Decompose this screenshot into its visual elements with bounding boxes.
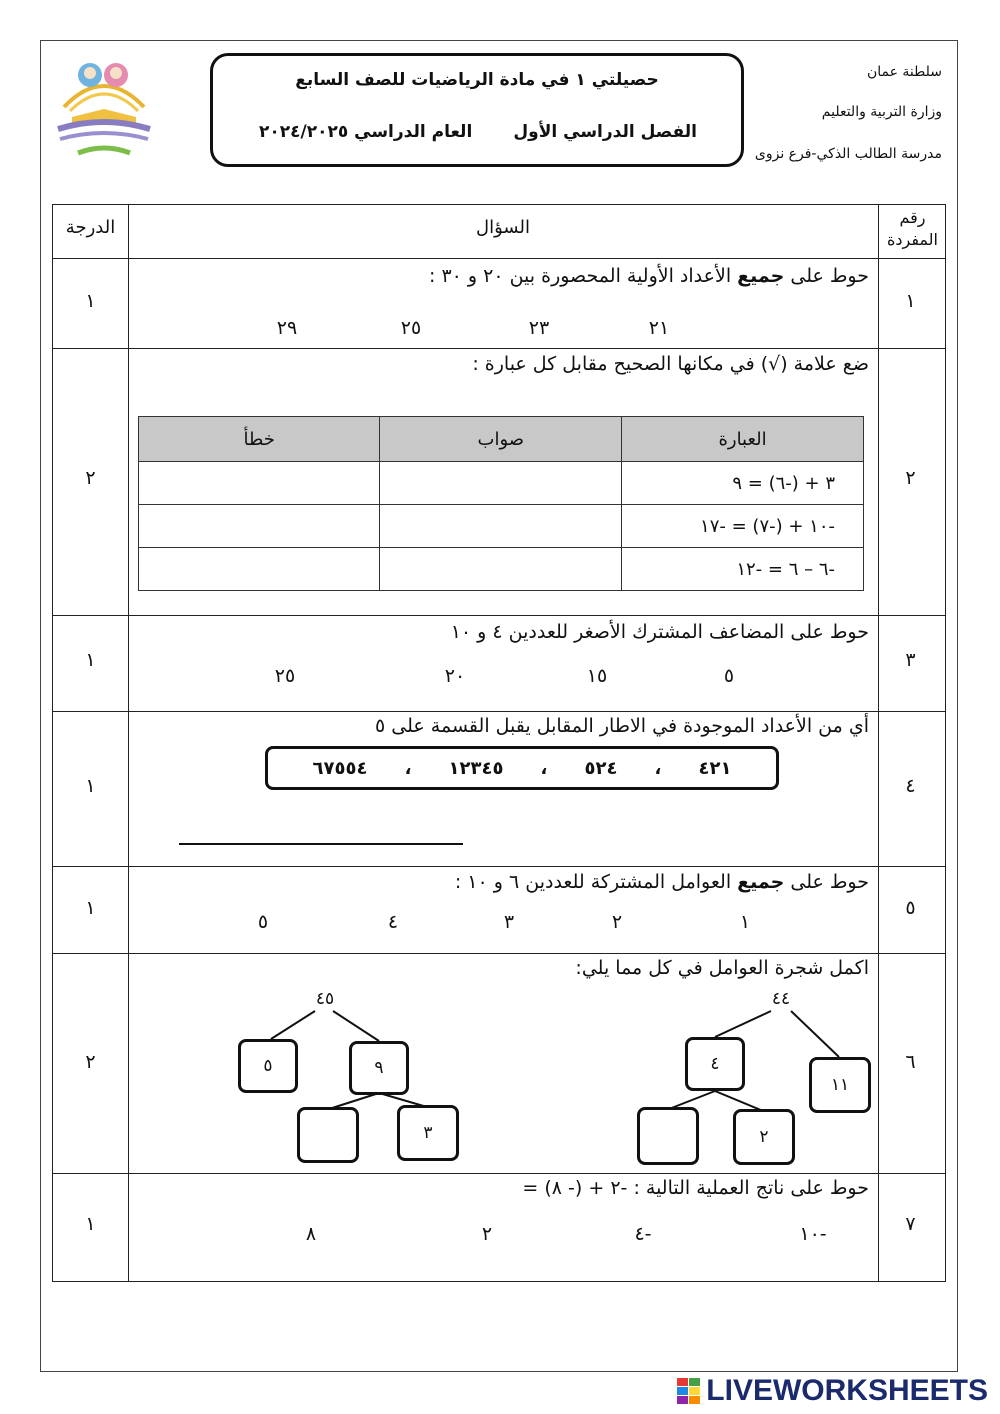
boxed-number-3[interactable]: ١٢٣٤٥	[448, 757, 504, 779]
questions-table	[52, 204, 946, 1282]
q2-grade: ٢	[85, 467, 96, 489]
q1-text: حوط على جميع الأعداد الأولية المحصورة بين ٢٠ و ٣٠ :	[428, 265, 869, 287]
footer-brand	[676, 1374, 988, 1408]
title-box	[210, 53, 744, 167]
tf-statement-2: -١٠ + (-٧) = -١٧	[622, 505, 864, 548]
q1-option-4[interactable]: ٢٩	[276, 317, 298, 339]
tree-44-root: ٤٤	[771, 989, 791, 1009]
q4-text: أي من الأعداد الموجودة في الاطار المقابل يقبل القسمة على ٥	[375, 715, 869, 737]
q1-option-1[interactable]: ٢١	[648, 317, 670, 339]
question-header: السؤال	[476, 217, 530, 238]
q6-number: ٦	[905, 1051, 916, 1073]
q2-text: ضع علامة (√) في مكانها الصحيح مقابل كل عبارة :	[472, 353, 869, 375]
answer-line[interactable]	[179, 843, 463, 845]
tree-44-left-box[interactable]: ٤	[685, 1037, 745, 1091]
footer-brand-text[interactable]: LIVEWORKSHEETS	[706, 1374, 988, 1407]
numbers-frame	[265, 746, 779, 790]
q5-text: حوط على جميع العوامل المشتركة للعددين ٦ و ١٠ :	[454, 871, 869, 893]
tf-true-cell-1[interactable]	[380, 462, 622, 505]
q3-option-2[interactable]: ١٥	[586, 665, 608, 687]
school-logo-icon	[44, 45, 164, 165]
item-number-header: رقم المفردة	[887, 208, 938, 249]
q7-option-4[interactable]: ٨	[305, 1223, 317, 1245]
separator-1: ،	[654, 757, 662, 779]
q3-option-4[interactable]: ٢٥	[274, 665, 296, 687]
exam-title: حصيلتي ١ في مادة الرياضيات للصف السابع	[295, 70, 659, 90]
q5-option-2[interactable]: ٢	[611, 911, 623, 933]
q3-grade: ١	[85, 649, 96, 671]
tf-false-cell-2[interactable]	[139, 505, 380, 548]
tf-header-true: صواب	[380, 417, 622, 462]
q1-grade: ١	[85, 290, 96, 312]
q4-grade: ١	[85, 775, 96, 797]
boxed-number-4[interactable]: ٦٧٥٥٤	[312, 757, 368, 779]
country-label: سلطنة عمان	[866, 64, 942, 80]
q5-option-3[interactable]: ٣	[503, 911, 515, 933]
tf-true-cell-3[interactable]	[380, 548, 622, 591]
q7-number: ٧	[905, 1213, 916, 1235]
boxed-number-1[interactable]: ٤٢١	[698, 757, 732, 779]
tf-statement-1: ٣ + (-٦) = ٩	[622, 462, 864, 505]
q7-grade: ١	[85, 1213, 96, 1235]
q4-number: ٤	[905, 775, 916, 797]
academic-year-label: العام الدراسي ٢٠٢٤/٢٠٢٥	[259, 122, 473, 142]
q3-number: ٣	[905, 649, 916, 671]
tree-44-right-box[interactable]: ١١	[809, 1057, 871, 1113]
q3-text: حوط على المضاعف المشترك الأصغر للعددين ٤ و ١٠	[450, 621, 869, 643]
tree-45-leaf-right[interactable]: ٣	[397, 1105, 459, 1161]
q5-option-4[interactable]: ٤	[387, 911, 399, 933]
ministry-label: وزارة التربية والتعليم	[821, 104, 942, 120]
q3-option-3[interactable]: ٢٠	[444, 665, 466, 687]
q7-option-2[interactable]: -٤	[634, 1223, 652, 1245]
tree-45-right-box[interactable]: ٩	[349, 1041, 409, 1095]
tf-header-false: خطأ	[139, 417, 380, 462]
grade-header: الدرجة	[65, 217, 116, 238]
tf-header-statement: العبارة	[622, 417, 864, 462]
separator-2: ،	[540, 757, 548, 779]
q2-number: ٢	[905, 467, 916, 489]
tree-44-leaf-left[interactable]	[637, 1107, 699, 1165]
tree-45-root: ٤٥	[315, 989, 335, 1009]
tf-false-cell-1[interactable]	[139, 462, 380, 505]
q5-number: ٥	[905, 897, 916, 919]
q7-option-3[interactable]: ٢	[481, 1223, 493, 1245]
tf-statement-3: -٦ – ٦ = -١٢	[622, 548, 864, 591]
q7-option-1[interactable]: -١٠	[799, 1223, 827, 1245]
tf-true-cell-2[interactable]	[380, 505, 622, 548]
q5-grade: ١	[85, 897, 96, 919]
semester-label: الفصل الدراسي الأول	[513, 122, 697, 142]
liveworksheets-logo-icon	[676, 1376, 702, 1406]
q3-option-1[interactable]: ٥	[723, 665, 735, 687]
tree-44-leaf-right[interactable]: ٢	[733, 1109, 795, 1165]
q1-option-3[interactable]: ٢٥	[400, 317, 422, 339]
q5-option-5[interactable]: ٥	[257, 911, 269, 933]
tf-false-cell-3[interactable]	[139, 548, 380, 591]
q7-text: حوط على ناتج العملية التالية : -٢ + (- ٨) =	[522, 1177, 869, 1199]
school-label: مدرسة الطالب الذكي-فرع نزوى	[754, 146, 942, 162]
q6-grade: ٢	[85, 1051, 96, 1073]
q1-option-2[interactable]: ٢٣	[528, 317, 550, 339]
q1-number: ١	[905, 290, 916, 312]
q6-text: اكمل شجرة العوامل في كل مما يلي:	[575, 957, 869, 979]
q5-option-1[interactable]: ١	[739, 911, 751, 933]
separator-3: ،	[404, 757, 412, 779]
boxed-number-2[interactable]: ٥٢٤	[584, 757, 618, 779]
true-false-table	[138, 416, 864, 591]
tree-45-leaf-left[interactable]	[297, 1107, 359, 1163]
tree-45-left-box[interactable]: ٥	[238, 1039, 298, 1093]
